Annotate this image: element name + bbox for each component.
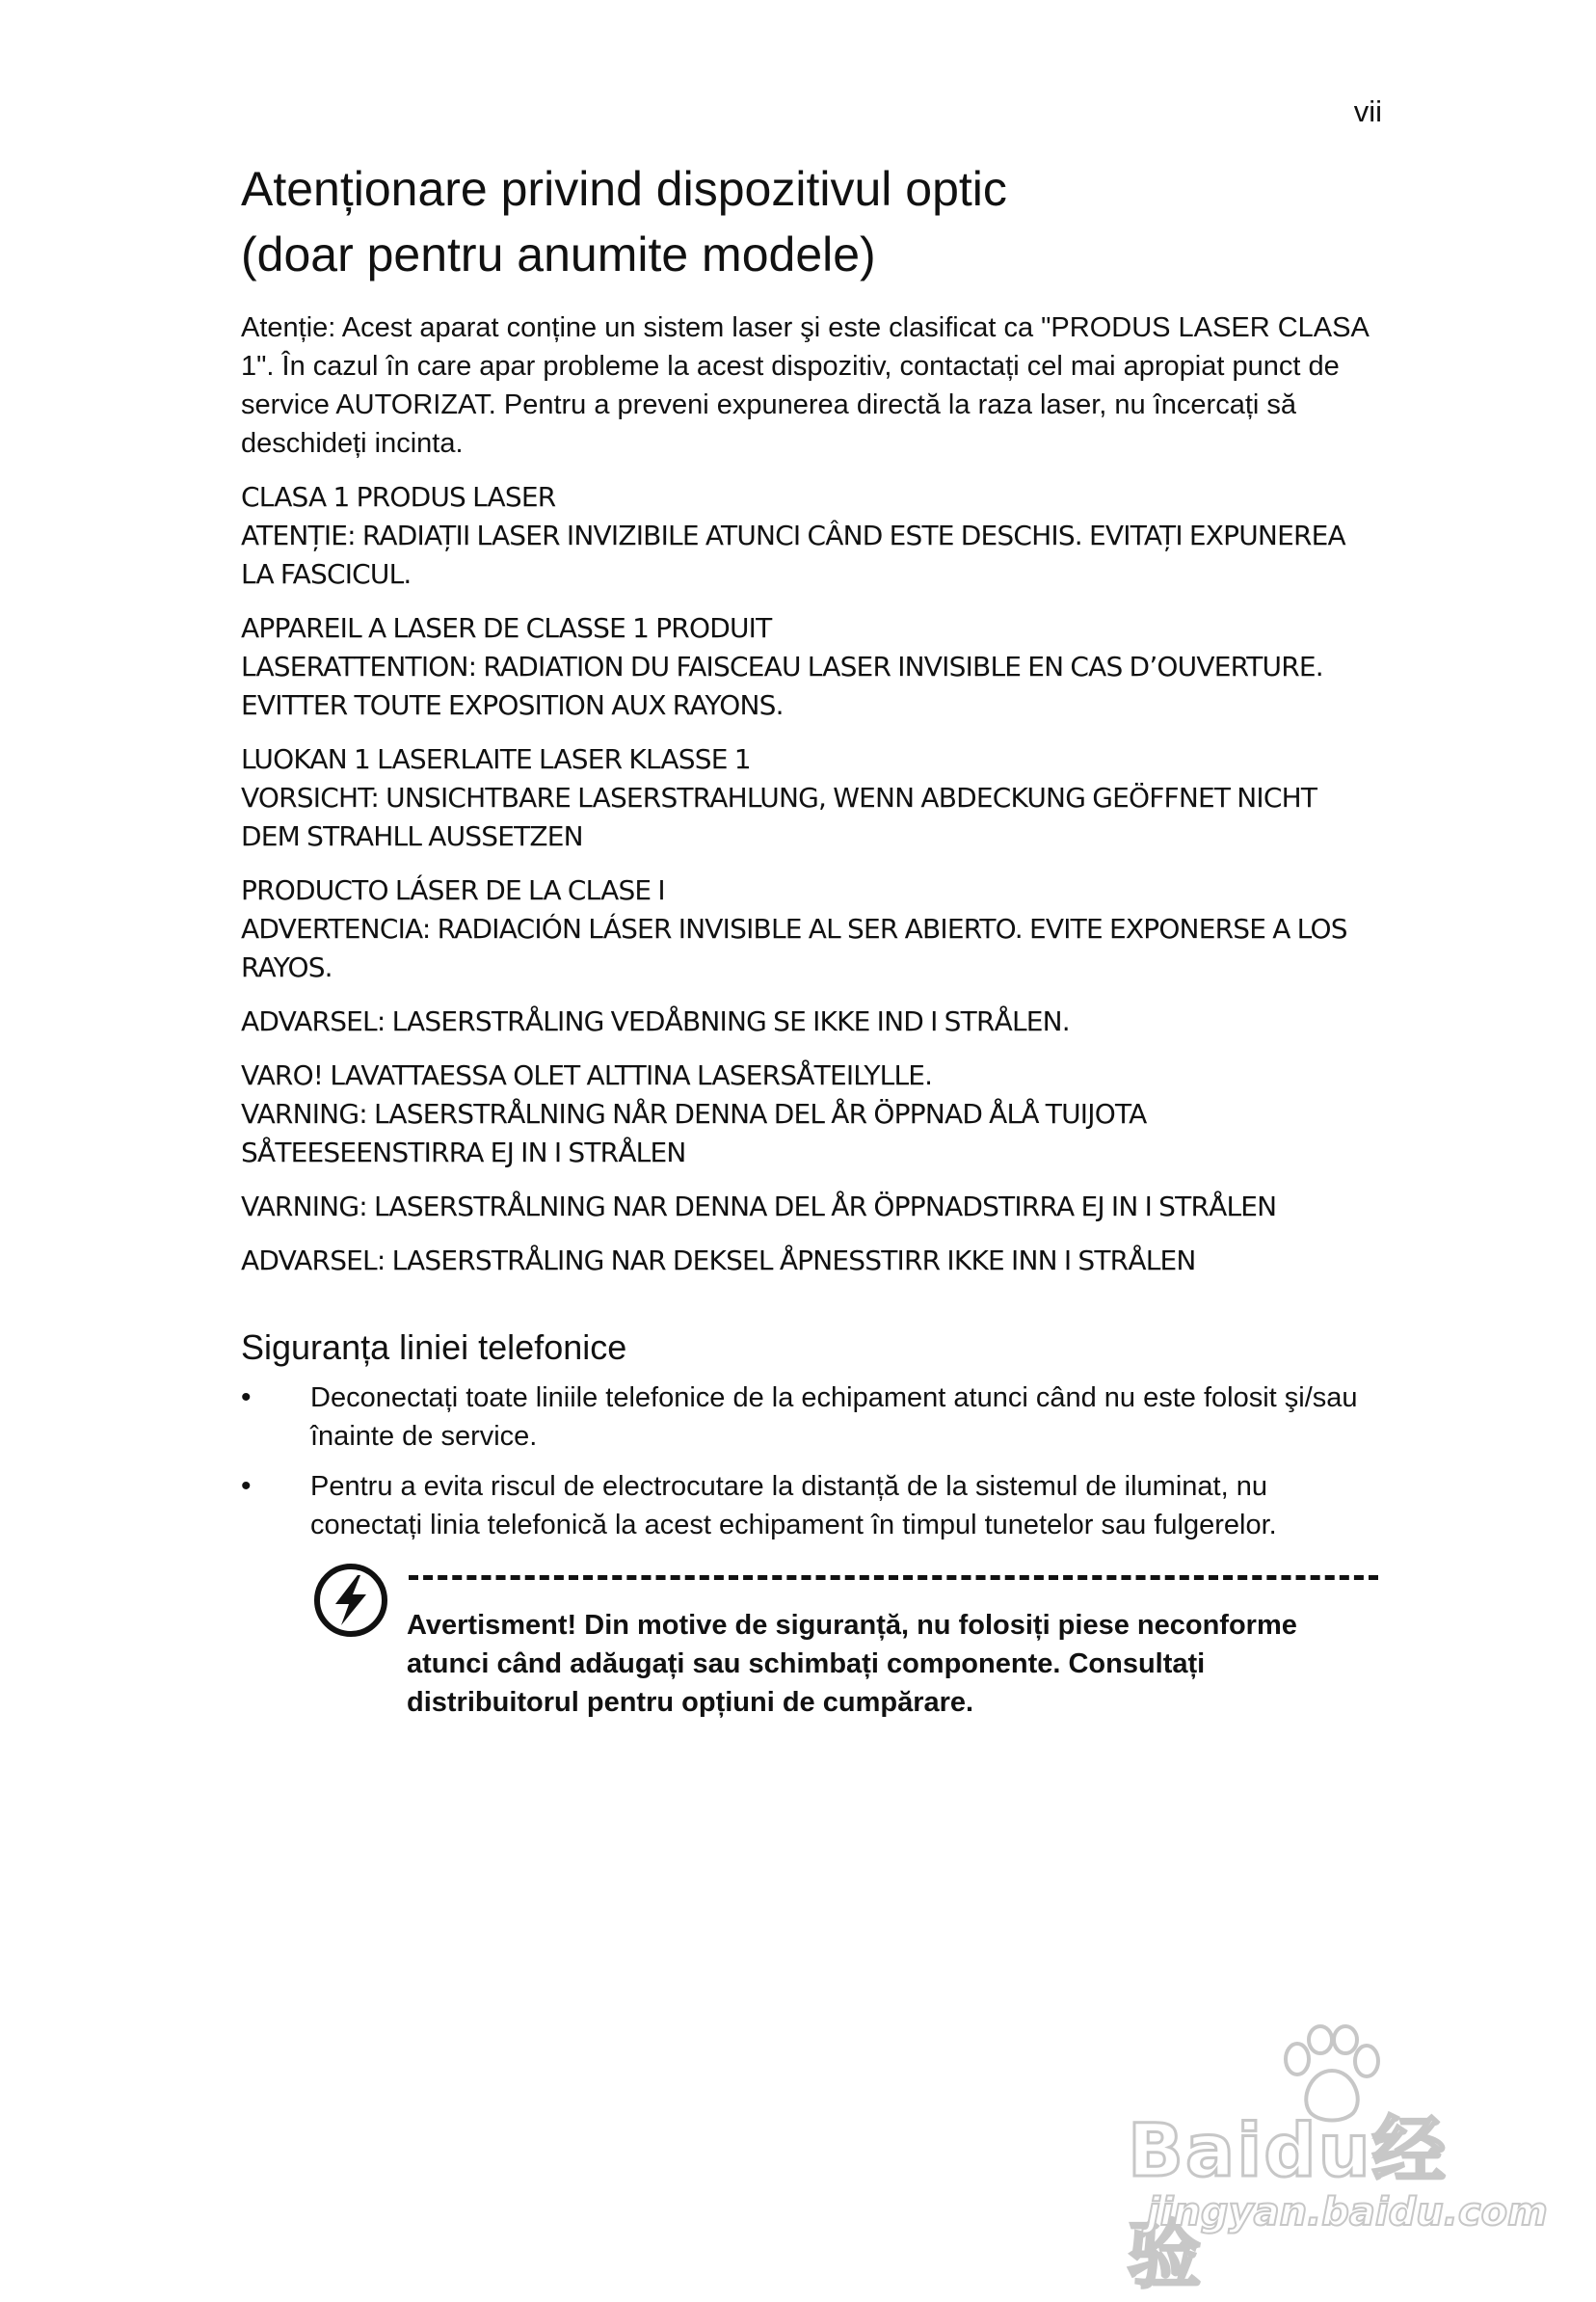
baidu-watermark bbox=[1108, 2024, 1548, 2298]
laser-label-block-7 bbox=[241, 1188, 1378, 1226]
laser-label-line: APPAREIL A LASER DE CLASSE 1 PRODUIT bbox=[241, 612, 772, 644]
laser-label-line: CLASA 1 PRODUS LASER bbox=[241, 481, 556, 513]
warning-note bbox=[312, 1562, 1378, 1722]
laser-label-block-8 bbox=[241, 1242, 1378, 1280]
page-content bbox=[241, 156, 1378, 1722]
lightning-warning-icon bbox=[312, 1562, 389, 1639]
laser-label-block-3 bbox=[241, 740, 1378, 856]
phone-safety-list bbox=[241, 1379, 1378, 1544]
list-item bbox=[241, 1379, 1378, 1456]
watermark-main-text: Baidu经验 bbox=[1128, 2107, 1448, 2298]
bullet-icon: • bbox=[241, 1381, 252, 1413]
laser-label-line: VARO! LAVATTAESSA OLET ALTTINA LASERSÅTEILYLLE. bbox=[241, 1059, 933, 1091]
page-number: vii bbox=[1353, 94, 1382, 128]
laser-label-line: VORSICHT: UNSICHTBARE LASERSTRAHLUNG, WENN ABDECKUNG GEÖFFNET NICHT DEM STRAHLL AUSSETZEN bbox=[241, 782, 1317, 852]
page-title-line-1: Atenționare privind dispozitivul optic bbox=[241, 162, 1007, 216]
page-title-line-2: (doar pentru anumite modele) bbox=[241, 228, 876, 281]
laser-label-block-4 bbox=[241, 871, 1378, 987]
laser-label-line: VARNING: LASERSTRÅLNING NÅR DENNA DEL ÅR ÖPPNAD ÅLÅ TUIJOTA SÅTEESEENSTIRRA EJ IN I STRÅLEN bbox=[241, 1098, 1147, 1168]
watermark-url-text: jingyan.baidu.com bbox=[1147, 2190, 1548, 2235]
laser-label-line: ADVARSEL: LASERSTRÅLING VEDÅBNING SE IKKE IND I STRÅLEN. bbox=[241, 1005, 1070, 1037]
laser-label-block-1 bbox=[241, 478, 1378, 594]
page-title bbox=[241, 156, 1378, 287]
laser-label-line: ADVERTENCIA: RADIACIÓN LÁSER INVISIBLE AL SER ABIERTO. EVITE EXPONERSE A LOS RAYOS. bbox=[241, 913, 1347, 983]
list-item bbox=[241, 1467, 1378, 1544]
laser-label-line: ADVARSEL: LASERSTRÅLING NAR DEKSEL ÅPNESSTIRR IKKE INN I STRÅLEN bbox=[241, 1245, 1196, 1276]
laser-label-block-6 bbox=[241, 1057, 1378, 1172]
laser-label-line: LASERATTENTION: RADIATION DU FAISCEAU LASER INVISIBLE EN CAS D’OUVERTURE. EVITTER TOUTE EXPOSITION AUX RAYONS. bbox=[241, 651, 1323, 721]
laser-label-block-5 bbox=[241, 1003, 1378, 1041]
list-item-text: Pentru a evita riscul de electrocutare la distanță de la sistemul de iluminat, nu conectați linia telefonică la acest echipament în timpul tunetelor sau fulgerelor. bbox=[310, 1471, 1277, 1540]
laser-label-block-2 bbox=[241, 609, 1378, 725]
laser-label-line: LUOKAN 1 LASERLAITE LASER KLASSE 1 bbox=[241, 743, 751, 775]
phone-safety-title: Siguranța liniei telefonice bbox=[241, 1327, 627, 1367]
dashed-divider bbox=[409, 1575, 1378, 1580]
warning-text: Avertisment! Din motive de siguranță, nu folosiți piese neconforme atunci când adăugați sau schimbați componente. Consultați distribuitorul pentru opțiuni de cumpărare. bbox=[407, 1610, 1297, 1718]
intro-paragraph: Atenție: Acest aparat conține un sistem laser şi este clasificat ca "PRODUS LASER CLASA 1". În cazul în care apar probleme la acest dispozitiv, contactați cel mai apropiat punct de service AUTORIZAT. Pentru a preveni expunerea directă la raza laser, nu încercați să deschideți incinta. bbox=[241, 312, 1369, 459]
list-item-text: Deconectați toate liniile telefonice de la echipament atunci când nu este folosit şi/sau înainte de service. bbox=[310, 1382, 1358, 1452]
laser-label-line: PRODUCTO LÁSER DE LA CLASE I bbox=[241, 874, 665, 906]
laser-label-line: VARNING: LASERSTRÅLNING NAR DENNA DEL ÅR ÖPPNADSTIRRA EJ IN I STRÅLEN bbox=[241, 1191, 1277, 1222]
bullet-icon: • bbox=[241, 1470, 252, 1502]
laser-label-line: ATENȚIE: RADIAȚII LASER INVIZIBILE ATUNCI CÂND ESTE DESCHIS. EVITAȚI EXPUNEREA LA FASCICUL. bbox=[241, 520, 1345, 590]
